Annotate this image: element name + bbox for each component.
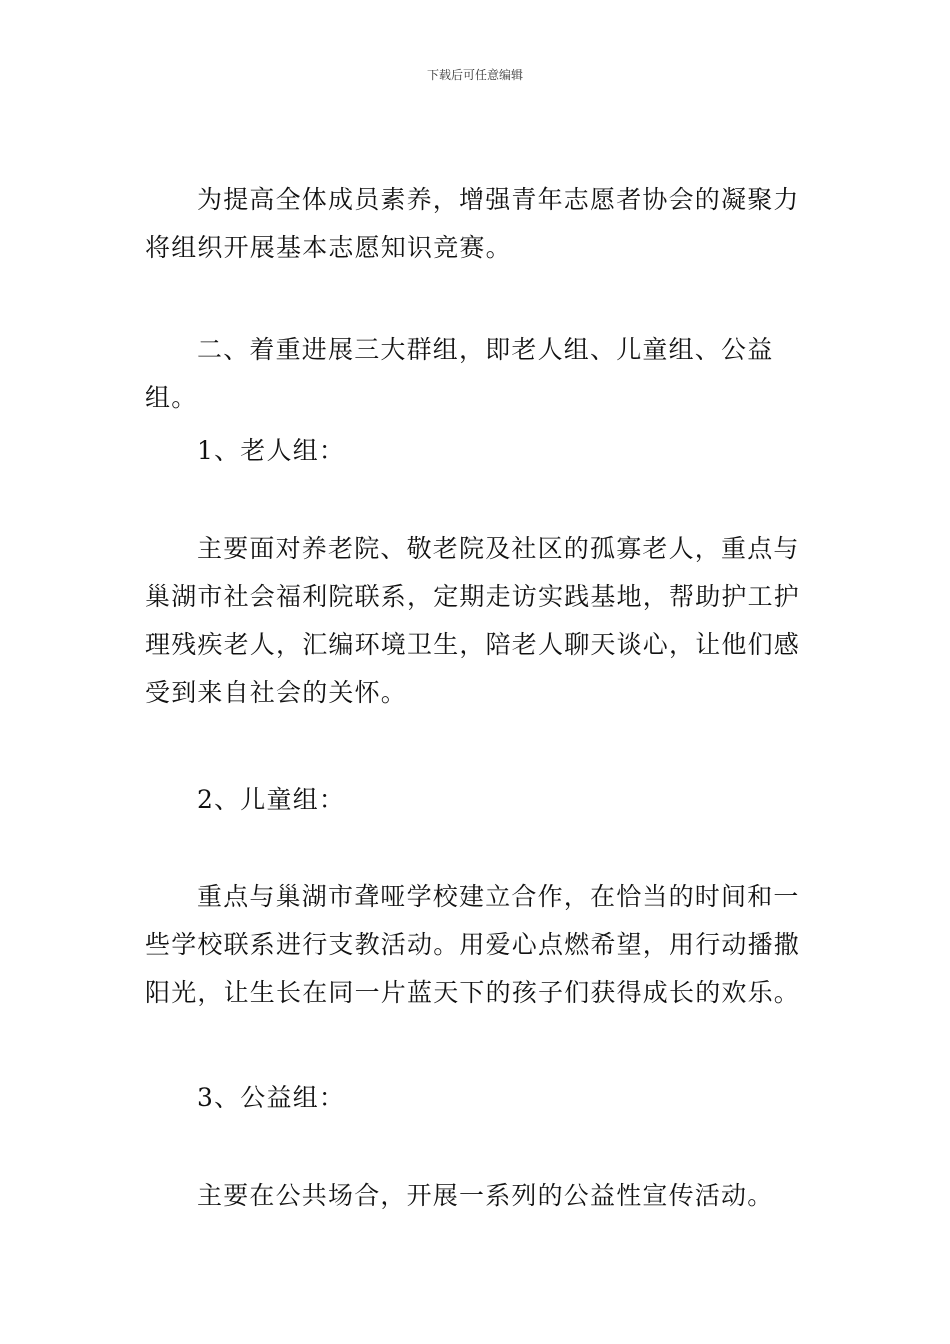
section-heading-groups: 二、着重进展三大群组，即老人组、儿童组、公益组。: [145, 335, 774, 412]
paragraph-public-welfare-group: 主要在公共场合，开展一系列的公益性宣传活动。: [197, 1181, 774, 1210]
paragraph-intro: 为提高全体成员素养，增强青年志愿者协会的凝聚力将组织开展基本志愿知识竞赛。: [145, 185, 800, 262]
subheading-elderly-group: 1、老人组：: [197, 436, 346, 465]
subheading-children-group: 2、儿童组：: [197, 785, 346, 814]
paragraph-children-group: 重点与巢湖市聋哑学校建立合作，在恰当的时间和一些学校联系进行支教活动。用爱心点燃希望，用行动播撒阳光，让生长在同一片蓝天下的孩子们获得成长的欢乐。: [145, 882, 801, 1007]
subheading-public-welfare-group: 3、公益组：: [197, 1083, 346, 1112]
paragraph-elderly-group: 主要面对养老院、敬老院及社区的孤寡老人，重点与巢湖市社会福利院联系，定期走访实践基地，帮助护工护理残疾老人，汇编环境卫生，陪老人聊天谈心，让他们感受到来自社会的关怀。: [145, 534, 801, 707]
page-header: 下载后可任意编辑: [426, 68, 523, 82]
